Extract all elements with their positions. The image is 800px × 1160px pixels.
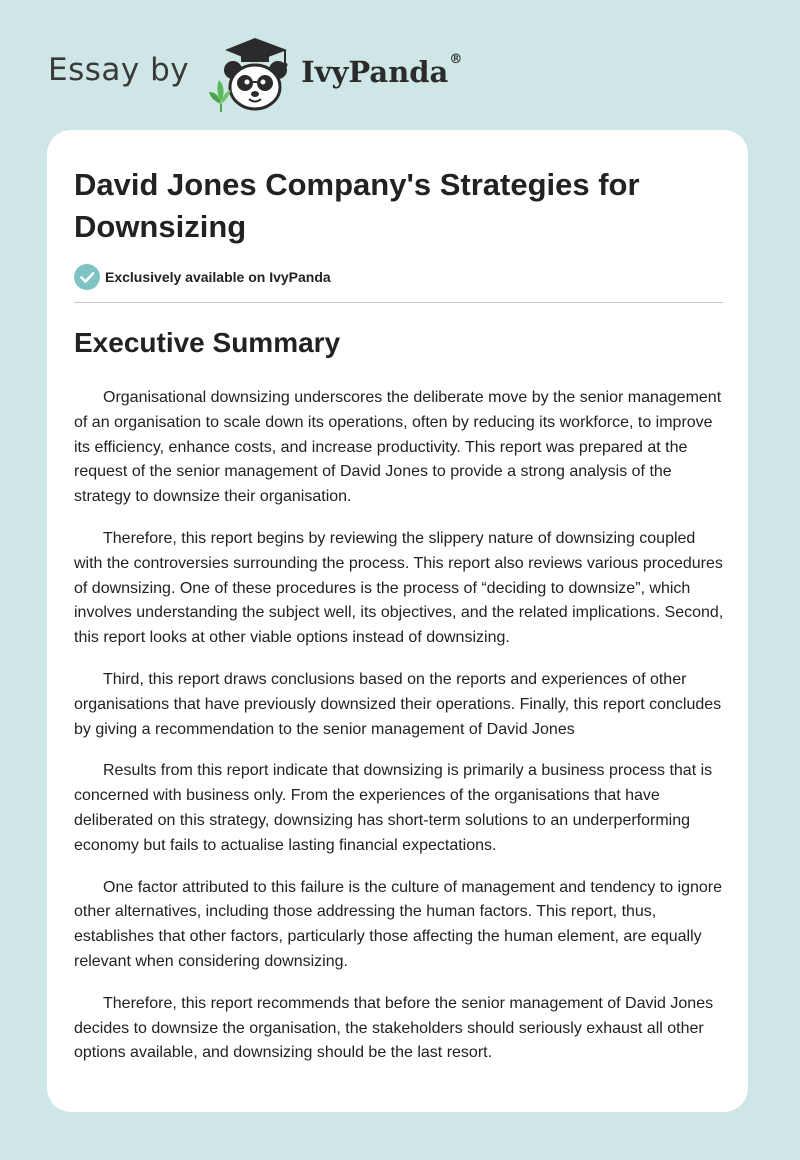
essay-by-label: Essay by — [48, 52, 190, 88]
section-heading: Executive Summary — [74, 327, 341, 358]
panda-graduate-logo-icon[interactable] — [205, 34, 297, 114]
check-circle-icon — [74, 264, 100, 290]
paragraph: Organisational downsizing underscores the deliberate move by the senior management of an organisation to scale down its operations, often by reducing its workforce, to improve its efficiency, enhance costs, and increase productivity. This report was prepared at the request of the senior management of David Jones to provide a strong analysis of the strategy to downsize their organisation. — [74, 389, 722, 506]
site-header — [48, 34, 462, 114]
article-card — [47, 130, 748, 1112]
paragraph: Third, this report draws conclusions based on the reports and experiences of other organisations that have previously downsized their operations. Finally, this report concludes by giving a recommendation to the senior management of David Jones — [74, 670, 722, 738]
exclusive-badge-text: Exclusively available on IvyPanda — [105, 269, 331, 285]
article-body — [74, 386, 724, 1083]
registered-mark: ® — [449, 52, 463, 68]
exclusive-badge — [74, 264, 331, 290]
brand-name[interactable]: IvyPanda® — [301, 52, 463, 89]
page-title: David Jones Company's Strategies for Downsizing — [74, 167, 640, 244]
paragraph: One factor attributed to this failure is the culture of management and tendency to ignore other alternatives, including those addressing the human factors. This report, thus, establishes that other factors, particularly those affecting the human element, are equally relevant when considering downsizing. — [74, 878, 723, 970]
paragraph: Therefore, this report recommends that before the senior management of David Jones decides to downsize the organisation, the stakeholders should seriously exhaust all other options available, and downsizing should be the last resort. — [74, 994, 714, 1062]
divider — [74, 302, 723, 303]
paragraph: Therefore, this report begins by reviewing the slippery nature of downsizing coupled with the controversies surrounding the process. This report also reviews various procedures of downsizing. One of these procedures is the process of “deciding to downsize”, which involves understanding the subject well, its objectives, and the related implications. Second, this report looks at other viable options instead of downsizing. — [74, 529, 724, 647]
paragraph: Results from this report indicate that downsizing is primarily a business process that is concerned with business only. From the experiences of the organisations that have deliberated on this strategy, downsizing has short-term solutions to an underperforming economy but fails to actualise lasting financial expectations. — [74, 762, 713, 854]
